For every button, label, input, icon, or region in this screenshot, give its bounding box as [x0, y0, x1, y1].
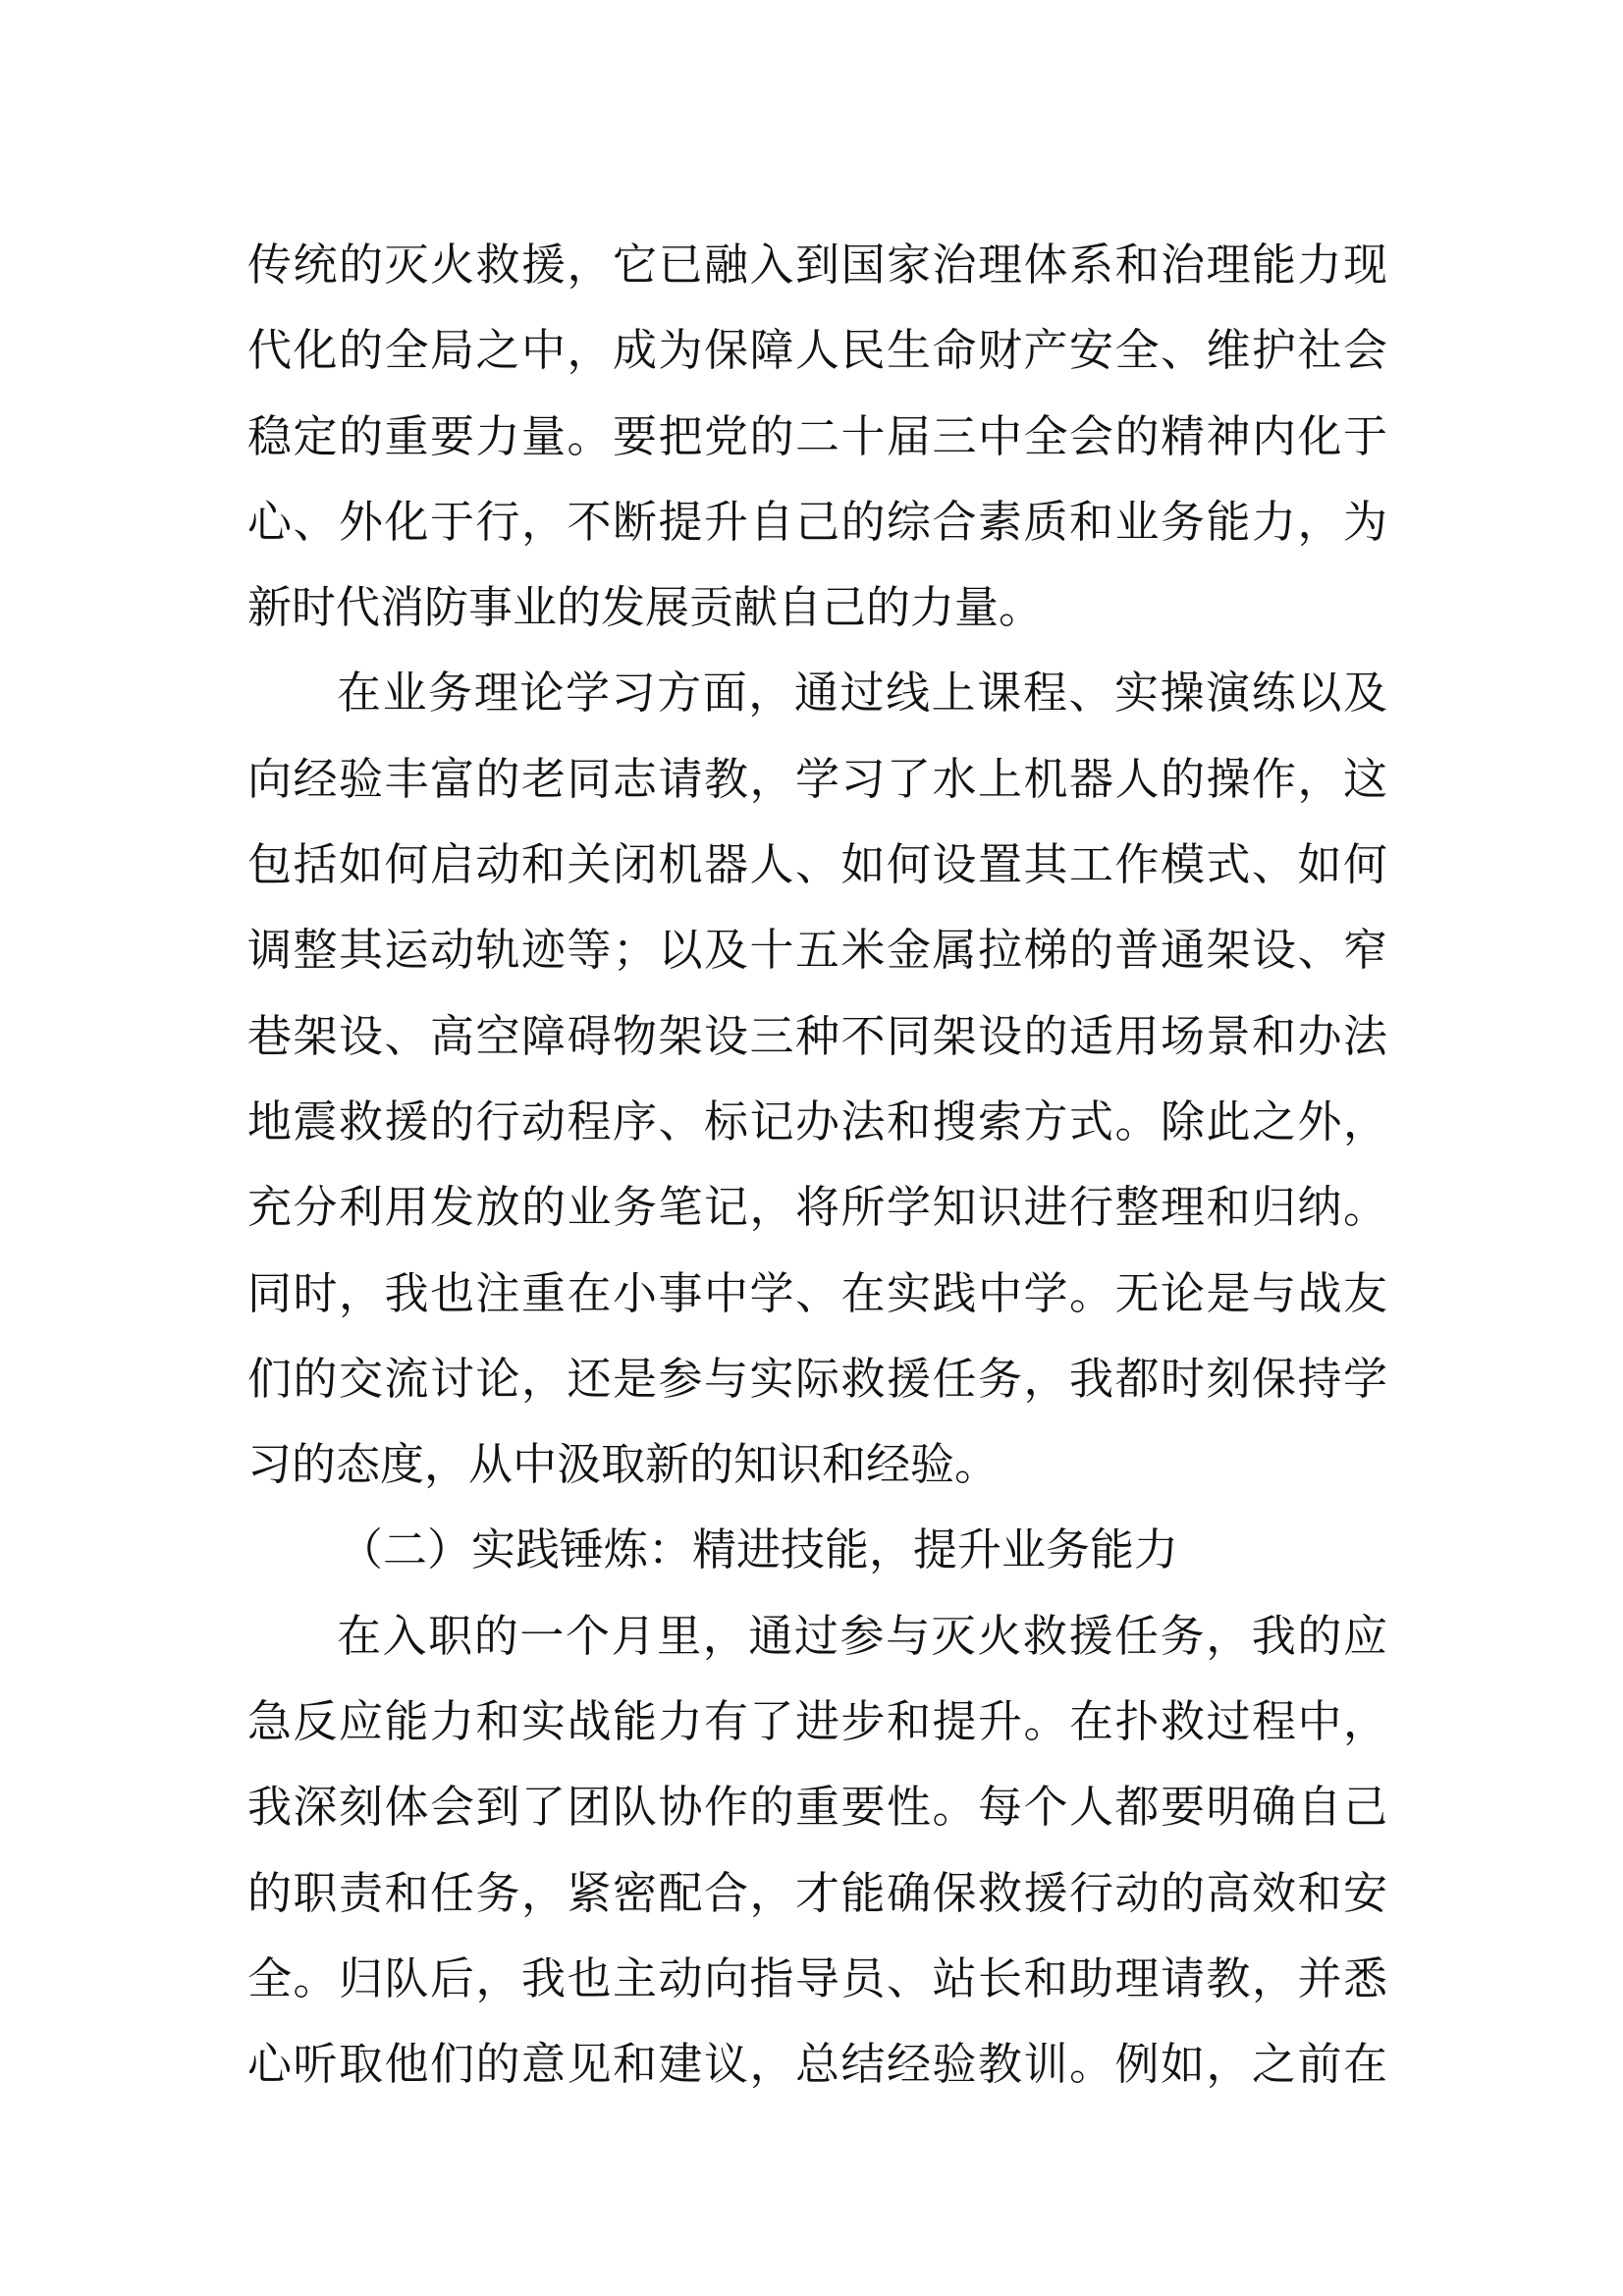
text-line: 心听取他们的意见和建议，总结经验教训。例如，之前在: [247, 2038, 1387, 2091]
document-page: [247, 222, 1387, 2108]
text-line: 巷架设、高空障碍物架设三种不同架设的适用场景和办法: [247, 1009, 1387, 1062]
text-line: 的职责和任务，紧密配合，才能确保救援行动的高效和安: [247, 1866, 1387, 1919]
section-heading-text: （二）实践锤炼：精进技能，提升业务能力: [339, 1523, 1179, 1576]
text-line: 我深刻体会到了团队协作的重要性。每个人都要明确自己: [247, 1781, 1387, 1834]
paragraph-2: [247, 650, 1387, 1507]
text-line: 稳定的重要力量。要把党的二十届三中全会的精神内化于: [247, 409, 1387, 462]
text-line: 习的态度，从中汲取新的知识和经验。: [247, 1438, 1000, 1491]
text-line: 在业务理论学习方面，通过线上课程、实操演练以及: [337, 667, 1387, 720]
paragraph-3: [247, 1593, 1387, 2108]
paragraph-1: [247, 222, 1387, 650]
text-line: 充分利用发放的业务笔记，将所学知识进行整理和归纳。: [247, 1181, 1387, 1234]
text-line: 代化的全局之中，成为保障人民生命财产安全、维护社会: [247, 324, 1387, 377]
text-line: 们的交流讨论，还是参与实际救援任务，我都时刻保持学: [247, 1352, 1387, 1405]
text-line: 在入职的一个月里，通过参与灭火救援任务，我的应: [337, 1609, 1387, 1662]
text-line: 同时，我也注重在小事中学、在实践中学。无论是与战友: [247, 1266, 1387, 1319]
text-line: 急反应能力和实战能力有了进步和提升。在扑救过程中，: [247, 1695, 1387, 1748]
text-line: 地震救援的行动程序、标记办法和搜索方式。除此之外，: [247, 1095, 1387, 1148]
text-line: 包括如何启动和关闭机器人、如何设置其工作模式、如何: [247, 838, 1387, 891]
section-heading: [247, 1507, 1387, 1592]
text-line: 全。归队后，我也主动向指导员、站长和助理请教，并悉: [247, 1951, 1387, 2004]
text-line: 向经验丰富的老同志请教，学习了水上机器人的操作，这: [247, 752, 1387, 805]
text-line: 传统的灭火救援，它已融入到国家治理体系和治理能力现: [247, 239, 1387, 291]
text-line: 心、外化于行，不断提升自己的综合素质和业务能力，为: [247, 495, 1387, 548]
text-line: 新时代消防事业的发展贡献自己的力量。: [247, 581, 1044, 634]
text-line: 调整其运动轨迹等；以及十五米金属拉梯的普通架设、窄: [247, 924, 1387, 977]
